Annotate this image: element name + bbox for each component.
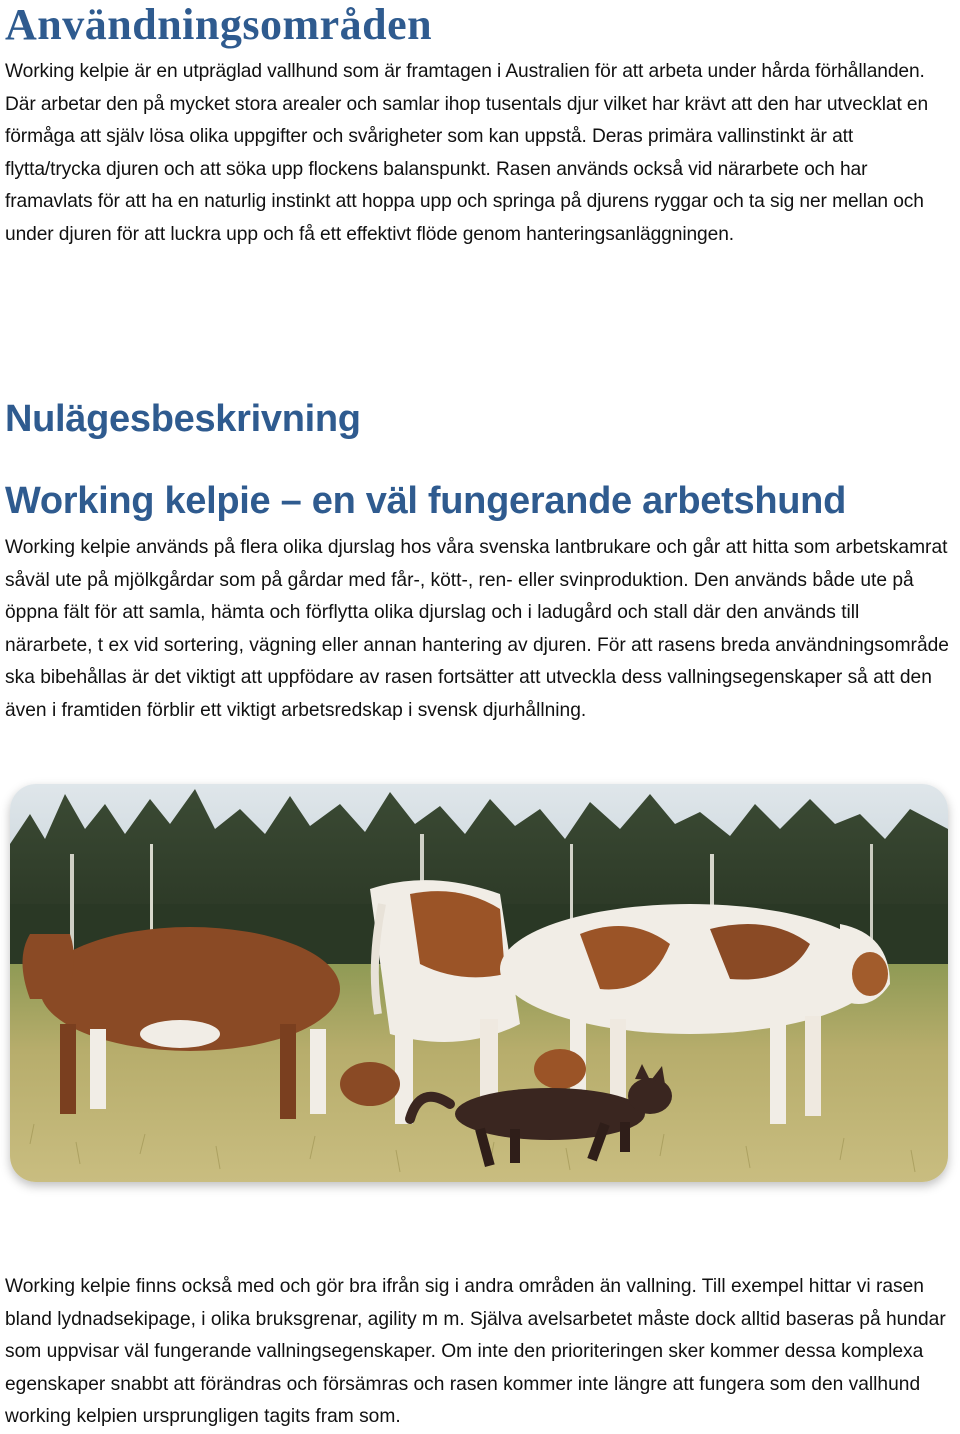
photo-cows-and-kelpie xyxy=(10,784,948,1182)
paragraph-anvandningsomraden: Working kelpie är en utpräglad vallhund som är framtagen i Australien för att arbeta under hårda förhållanden. Där arbetar den på mycket stora arealer och samlar ihop tusentals djur vilket har krävt att den har utvecklat en förmåga att själv lösa olika uppgifter och svårigheter som kan uppstå. Deras primära vallinstinkt är att flytta/trycka djuren och att söka upp flockens balanspunkt. Rasen används också vid närarbete och har framavlats för att ha en naturlig instinkt att hoppa upp och springa på djurens ryggar och ta sig ner mellan och under djuren för att luckra upp och få ett effektivt flöde genom hanteringsanläggningen. xyxy=(5,61,929,245)
cow-head-grazing xyxy=(340,1062,400,1106)
section-heading-nulagesbeskrivning: Nulägesbeskrivning xyxy=(5,398,361,440)
paragraph-nulagesbeskrivning: Working kelpie används på flera olika djurslag hos våra svenska lantbrukare och går att hitta som arbetskamrat såväl ute på mjölkgårdar som på gårdar med får-, kött-, ren- eller svinproduktion. Den används både ute på öppna fält för att samla, hämta och förflytta olika djurslag och i ladugård och stall där den används till närarbete, t ex vid sortering, vägning eller annan hantering av djuren. För att rasens breda användningsområde ska bibehållas är det viktigt att uppfödare av rasen fortsätter att utveckla dess vallningsegenskaper så att den även i framtiden förblir ett viktigt arbetsredskap i svensk djurhållning. xyxy=(5,537,949,721)
subheading-arbetshund: Working kelpie – en väl fungerande arbetshund xyxy=(5,480,846,522)
section-heading-anvandningsomraden: Användningsområden xyxy=(5,0,433,49)
paragraph-ovriga-omraden: Working kelpie finns också med och gör bra ifrån sig i andra områden än vallning. Till exempel hittar vi rasen bland lydnadsekipage, i olika bruksgrenar, agility m m. Själva avelsarbetet måste dock alltid baseras på hundar som uppvisar väl fungerande vallningsegenskaper. Om inte den prioriteringen sker kommer dessa komplexa egenskaper snabbt att förändras och försämras och rasen kommer inte längre att fungera som den vallhund working kelpien ursprungligen tagits fram som. xyxy=(5,1276,946,1427)
